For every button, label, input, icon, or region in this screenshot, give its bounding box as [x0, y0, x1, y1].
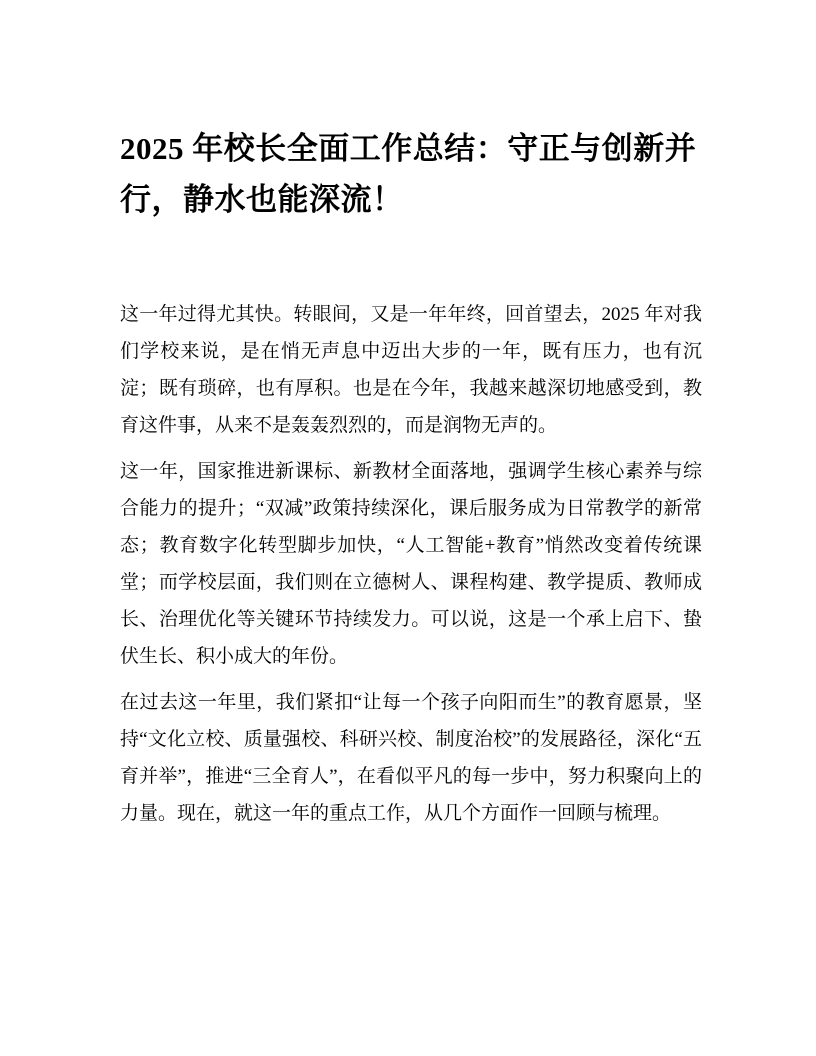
body-paragraph: 这一年，国家推进新课标、新教材全面落地，强调学生核心素养与综合能力的提升；“双减”政策持续深化，课后服务成为日常教学的新常态；教育数字化转型脚步加快，“人工智能+教育”悄然改变着传统课堂；而学校层面，我们则在立德树人、课程构建、教学提质、教师成长、治理优化等关键环节持续发力。可以说，这是一个承上启下、蛰伏生长、积小成大的年份。	[120, 461, 702, 667]
body-paragraph: 这一年过得尤其快。转眼间，又是一年年终，回首望去，2025 年对我们学校来说，是在悄无声息中迈出大步的一年，既有压力，也有沉淀；既有琐碎，也有厚积。也是在今年，我越来越深切地感受到，教育这件事，从来不是轰轰烈烈的，而是润物无声的。	[120, 304, 702, 436]
document-title: 2025 年校长全面工作总结：守正与创新并行，静水也能深流！	[120, 131, 697, 217]
body-paragraph: 在过去这一年里，我们紧扣“让每一个孩子向阳而生”的教育愿景，坚持“文化立校、质量强校、科研兴校、制度治校”的发展路径，深化“五育并举”，推进“三全育人”，在看似平凡的每一步中，努力积聚向上的力量。现在，就这一年的重点工作，从几个方面作一回顾与梳理。	[120, 692, 702, 824]
